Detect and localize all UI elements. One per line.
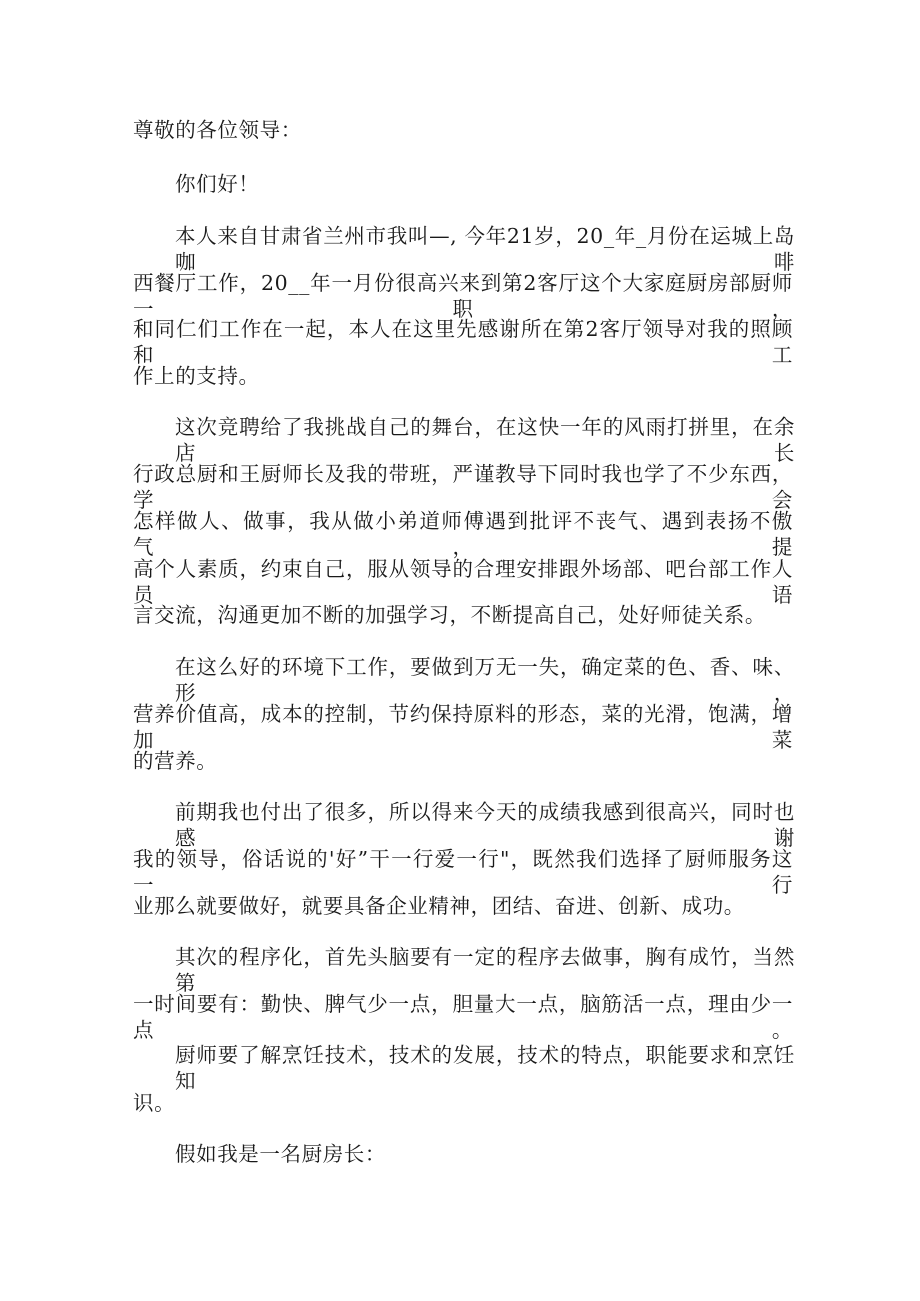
paragraph-4-line-3: 业那么就要做好，就要具备企业精神，团结、奋进、创新、成功。 [133,894,745,918]
paragraph-6-line-2: 识。 [133,1091,176,1115]
paragraph-1-line-2: 西餐厅工作，20__年一月份很高兴来到第2客厅这个大家庭厨房部厨师一职， [133,271,793,321]
paragraph-4-line-1: 前期我也付出了很多，所以得来今天的成绩我感到很高兴，同时也感谢 [175,800,795,850]
paragraph-3-line-3: 的营养。 [133,749,218,773]
paragraph-5-line-1: 其次的程序化，首先头脑要有一定的程序去做事，胸有成竹，当然第 [175,945,795,995]
paragraph-1-line-3: 和同仁们工作在一起，本人在这里先感谢所在第2客厅领导对我的照顾和工 [133,317,793,367]
paragraph-4-line-2: 我的领导，俗话说的'好”干一行爱一行"，既然我们选择了厨师服务这一行 [133,847,793,897]
paragraph-2-line-4: 高个人素质，约束自己，服从领导的合理安排跟外场部、吧台部工作人员语 [133,557,793,607]
paragraph-1-line-1: 本人来自甘肃省兰州市我叫—, 今年21岁，20_年_月份在运城上岛咖啡 [175,224,795,274]
paragraph-3-line-1: 在这么好的环境下工作，要做到万无一失，确定菜的色、香、味、形， [175,655,795,705]
paragraph-5-line-2: 一时间要有：勤快、脾气少一点，胆量大一点，脑筋活一点，理由少一点。 [133,992,793,1042]
paragraph-2-line-5: 言交流，沟通更加不断的加强学习，不断提高自己，处好师徒关系。 [133,603,766,627]
paragraph-2-line-1: 这次竞聘给了我挑战自己的舞台，在这快一年的风雨打拼里，在余店长 [175,415,795,465]
salutation: 尊敬的各位领导： [133,118,302,142]
paragraph-2-line-3: 怎样做人、做事，我从做小弟道师傅遇到批评不丧气、遇到表扬不傲气，提 [133,509,793,559]
paragraph-2-line-2: 行政总厨和王厨师长及我的带班，严谨教导下同时我也学了不少东西，学会 [133,462,793,512]
paragraph-7-line-1: 假如我是一名厨房长： [175,1142,386,1166]
greeting: 你们好！ [175,172,260,196]
paragraph-6-line-1: 厨师要了解烹饪技术，技术的发展，技术的特点，职能要求和烹饪知 [175,1043,795,1093]
paragraph-3-line-2: 营养价值高，成本的控制，节约保持原料的形态，菜的光滑，饱满，增加菜 [133,702,793,752]
paragraph-1-line-4: 作上的支持。 [133,364,260,388]
